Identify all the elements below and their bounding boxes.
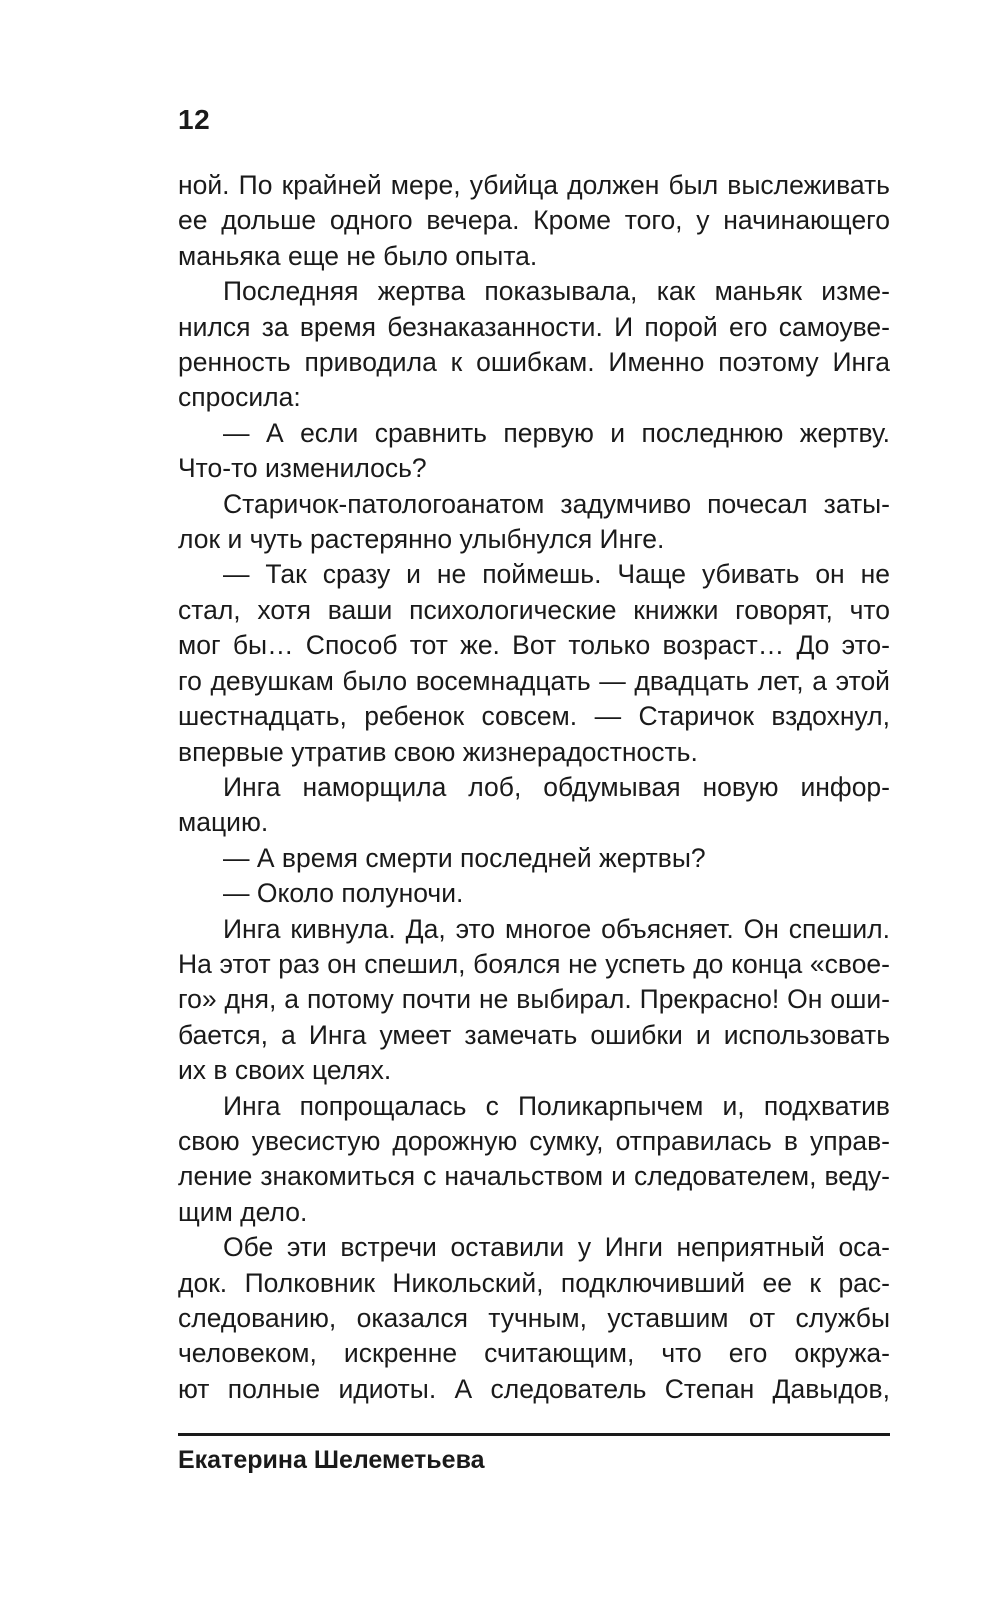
text-line: Инга кивнула. Да, это многое объясняет. Он спешил. bbox=[223, 913, 890, 944]
text-line: щим дело. bbox=[178, 1196, 308, 1227]
text-line: мог бы… Способ тот же. Вот только возраст… До это- bbox=[178, 630, 890, 661]
text-line: — А время смерти последней жертвы? bbox=[223, 842, 706, 873]
text-line: ренность приводила к ошибкам. Именно поэтому Инга bbox=[178, 347, 890, 378]
text-line: шестнадцать, ребенок совсем. — Старичок вздохнул, bbox=[178, 701, 890, 732]
footer-divider bbox=[178, 1433, 890, 1436]
text-line: — Около полуночи. bbox=[223, 878, 464, 909]
text-line: ее дольше одного вечера. Кроме того, у начинающего bbox=[178, 205, 890, 236]
text-line: стал, хотя ваши психологические книжки говорят, что bbox=[178, 594, 890, 625]
text-line: Обе эти встречи оставили у Инги неприятный оса- bbox=[223, 1232, 890, 1263]
text-line: ют полные идиоты. А следователь Степан Давыдов, bbox=[178, 1373, 890, 1404]
page-number: 12 bbox=[178, 104, 211, 135]
text-line: бается, а Инга умеет замечать ошибки и использовать bbox=[178, 1019, 890, 1050]
text-line: ление знакомиться с начальством и следователем, веду- bbox=[178, 1161, 890, 1192]
text-line: го девушкам было восемнадцать — двадцать лет, а этой bbox=[178, 665, 890, 696]
body-text bbox=[178, 168, 890, 1407]
text-line: Старичок-патологоанатом задумчиво почесал заты- bbox=[223, 488, 890, 519]
footer-author: Екатерина Шелеметьева bbox=[178, 1446, 485, 1474]
text-line: го» дня, а потому почти не выбирал. Прекрасно! Он оши- bbox=[178, 984, 890, 1015]
text-line: человеком, искренне считающим, что его окружа- bbox=[178, 1338, 890, 1369]
text-line: Последняя жертва показывала, как маньяк изме- bbox=[223, 276, 890, 307]
text-line: свою увесистую дорожную сумку, отправилась в управ- bbox=[178, 1125, 890, 1156]
text-line: лок и чуть растерянно улыбнулся Инге. bbox=[178, 524, 665, 555]
text-line: мацию. bbox=[178, 807, 269, 838]
text-line: маньяка еще не было опыта. bbox=[178, 240, 538, 271]
text-line: следованию, оказался тучным, уставшим от службы bbox=[178, 1303, 890, 1333]
text-line: нился за время безнаказанности. И порой его самоуве- bbox=[178, 311, 890, 342]
text-line: — Так сразу и не поймешь. Чаще убивать он не bbox=[223, 559, 890, 590]
text-line: Что-то изменилось? bbox=[178, 453, 427, 484]
text-line: — А если сравнить первую и последнюю жертву. bbox=[223, 417, 890, 448]
text-line: Инга попрощалась с Поликарпычем и, подхватив bbox=[223, 1090, 890, 1121]
text-line: впервые утратив свою жизнерадостность. bbox=[178, 736, 698, 767]
text-line: спросила: bbox=[178, 382, 301, 413]
text-line: Инга наморщила лоб, обдумывая новую инфор- bbox=[223, 771, 890, 802]
text-line: док. Полковник Никольский, подключивший ее к рас- bbox=[178, 1267, 890, 1298]
text-line: На этот раз он спешил, боялся не успеть до конца «свое- bbox=[178, 948, 890, 979]
text-line: ной. По крайней мере, убийца должен был выслеживать bbox=[178, 170, 890, 200]
text-line: их в своих целях. bbox=[178, 1055, 392, 1086]
